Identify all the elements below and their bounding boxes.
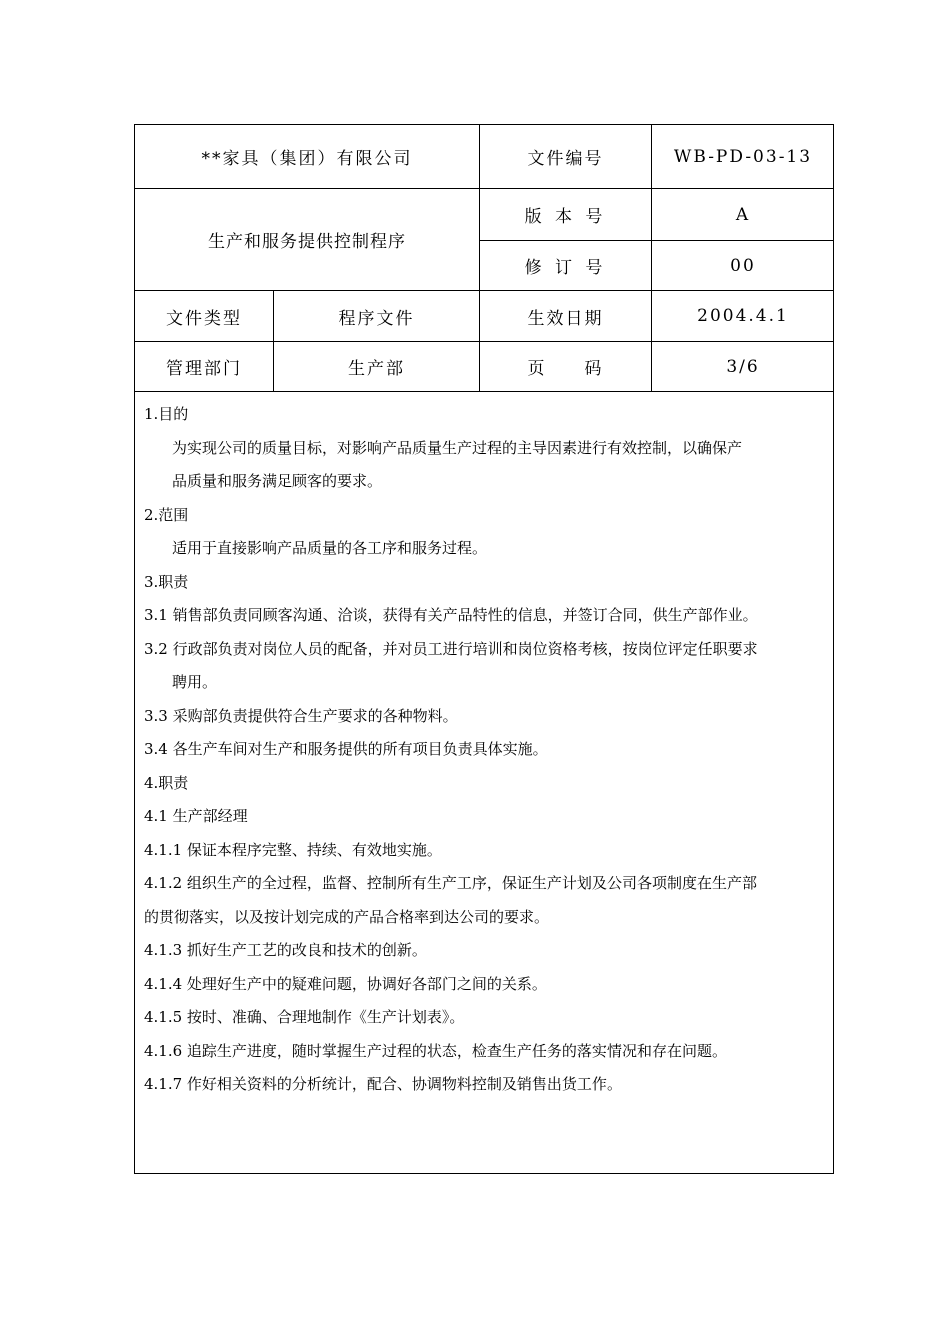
effective-date-value: 2004.4.1 (697, 306, 789, 326)
file-no-label: 文件编号 (527, 149, 604, 169)
file-no-value: WB-PD-03-13 (673, 146, 813, 167)
document-body (144, 398, 828, 1102)
body-line: 4.1.3 抓好生产工艺的改良和技术的创新。 (144, 941, 427, 959)
dept-label: 管理部门 (166, 359, 242, 379)
company-name: **家具（集团）有限公司 (201, 149, 413, 169)
body-line: 4.1.6 追踪生产进度，随时掌握生产过程的状态，检查生产任务的落实情况和存在问题。 (144, 1041, 727, 1060)
version-value: A (735, 204, 751, 225)
body-line: 为实现公司的质量目标，对影响产品质量生产过程的主导因素进行有效控制，以确保产 (172, 438, 743, 457)
body-line: 4.1.7 作好相关资料的分析统计，配合、协调物料控制及销售出货工作。 (144, 1075, 622, 1093)
revision-value: 00 (730, 255, 756, 276)
body-line: 3.2 行政部负责对岗位人员的配备，并对员工进行培训和岗位资格考核，按岗位评定任职要求 (144, 639, 758, 658)
body-line: 3.职责 (144, 572, 189, 591)
body-line: 4.1.1 保证本程序完整、持续、有效地实施。 (144, 840, 442, 859)
table-rule (134, 391, 834, 392)
body-line: 4.1.2 组织生产的全过程，监督、控制所有生产工序，保证生产计划及公司各项制度在生产部 (144, 874, 757, 892)
body-line: 2.范围 (144, 505, 189, 524)
body-line: 4.1.4 处理好生产中的疑难问题，协调好各部门之间的关系。 (144, 974, 547, 993)
revision-label: 修 订 号 (524, 258, 607, 278)
body-line: 4.1.5 按时、准确、合理地制作《生产计划表》。 (144, 1008, 465, 1026)
body-line: 品质量和服务满足顾客的要求。 (172, 472, 383, 490)
doc-title: 生产和服务提供控制程序 (208, 232, 406, 252)
body-line: 3.1 销售部负责同顾客沟通、洽谈，获得有关产品特性的信息，并签订合同，供生产部作业。 (144, 606, 758, 624)
body-line: 3.4 各生产车间对生产和服务提供的所有项目负责具体实施。 (144, 740, 548, 758)
body-line: 聘用。 (172, 673, 218, 691)
effective-date-label: 生效日期 (527, 308, 604, 329)
page-value: 3/6 (726, 356, 760, 377)
body-line: 3.3 采购部负责提供符合生产要求的各种物料。 (144, 706, 458, 725)
dept-value: 生产部 (348, 359, 405, 379)
version-label: 版 本 号 (524, 207, 607, 227)
body-line: 适用于直接影响产品质量的各工序和服务过程。 (172, 539, 488, 557)
body-line: 4.职责 (144, 773, 189, 792)
body-line: 1.目的 (144, 405, 189, 423)
body-line: 的贯彻落实，以及按计划完成的产品合格率到达公司的要求。 (144, 907, 550, 926)
body-line: 4.1 生产部经理 (144, 807, 248, 825)
page-label: 页 码 (527, 359, 604, 379)
file-type-label: 文件类型 (166, 308, 242, 329)
file-type-value: 程序文件 (338, 308, 415, 329)
